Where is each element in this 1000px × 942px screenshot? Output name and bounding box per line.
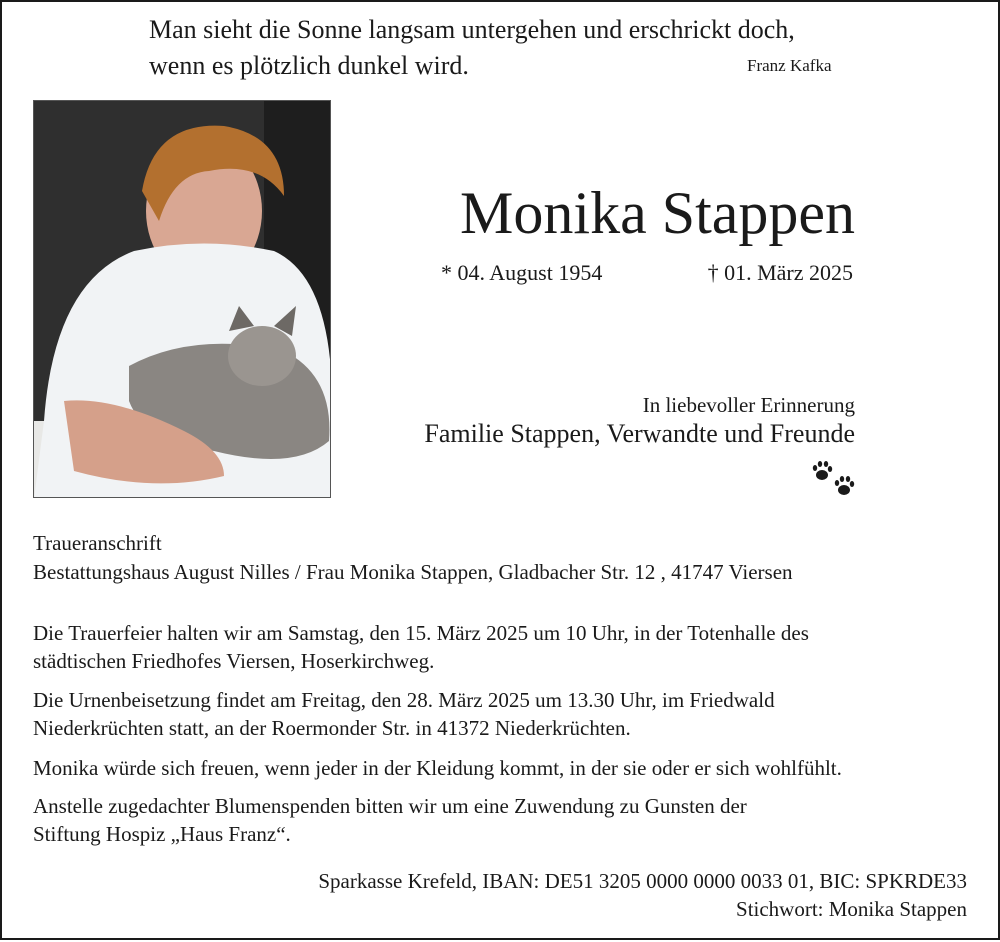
family-line: Familie Stappen, Verwandte und Freunde	[424, 419, 855, 448]
address-title: Traueranschrift	[33, 531, 162, 555]
portrait-illustration	[34, 101, 331, 498]
funeral-line-2: städtischen Friedhofes Viersen, Hoserkirchweg.	[33, 649, 435, 673]
death-date: † 01. März 2025	[707, 260, 853, 285]
donation-line-2: Stiftung Hospiz „Haus Franz“.	[33, 822, 291, 846]
quote-line-1: Man sieht die Sonne langsam untergehen und erschrickt doch,	[149, 15, 795, 44]
portrait-photo	[33, 100, 331, 498]
donation-line-1: Anstelle zugedachter Blumenspenden bitten wir um eine Zuwendung zu Gunsten der	[33, 794, 747, 818]
memory-line: In liebevoller Erinnerung	[642, 393, 855, 417]
dress-paragraph	[33, 754, 973, 782]
address-text: Bestattungshaus August Nilles / Frau Monika Stappen, Gladbacher Str. 12 , 41747 Viersen	[33, 560, 793, 584]
donation-paragraph	[33, 792, 973, 848]
bank-details: Sparkasse Krefeld, IBAN: DE51 3205 0000 0000 0033 01, BIC: SPKRDE33	[318, 869, 967, 893]
burial-line-2: Niederkrüchten statt, an der Roermonder Str. in 41372 Niederkrüchten.	[33, 716, 631, 740]
birth-date: * 04. August 1954	[441, 260, 603, 285]
quote	[149, 12, 795, 84]
burial-line-1: Die Urnenbeisetzung findet am Freitag, den 28. März 2025 um 13.30 Uhr, im Friedwald	[33, 688, 775, 712]
dress-line-1: Monika würde sich freuen, wenn jeder in der Kleidung kommt, in der sie oder er sich wohlfühlt.	[33, 756, 842, 780]
quote-line-2: wenn es plötzlich dunkel wird.	[149, 51, 469, 80]
funeral-paragraph	[33, 619, 973, 675]
deceased-name: Monika Stappen	[460, 180, 855, 246]
paw-prints-icon	[810, 460, 856, 505]
funeral-line-1: Die Trauerfeier halten wir am Samstag, den 15. März 2025 um 10 Uhr, in der Totenhalle des	[33, 621, 809, 645]
quote-author: Franz Kafka	[747, 56, 832, 75]
burial-paragraph	[33, 686, 973, 742]
donation-keyword: Stichwort: Monika Stappen	[736, 897, 967, 921]
